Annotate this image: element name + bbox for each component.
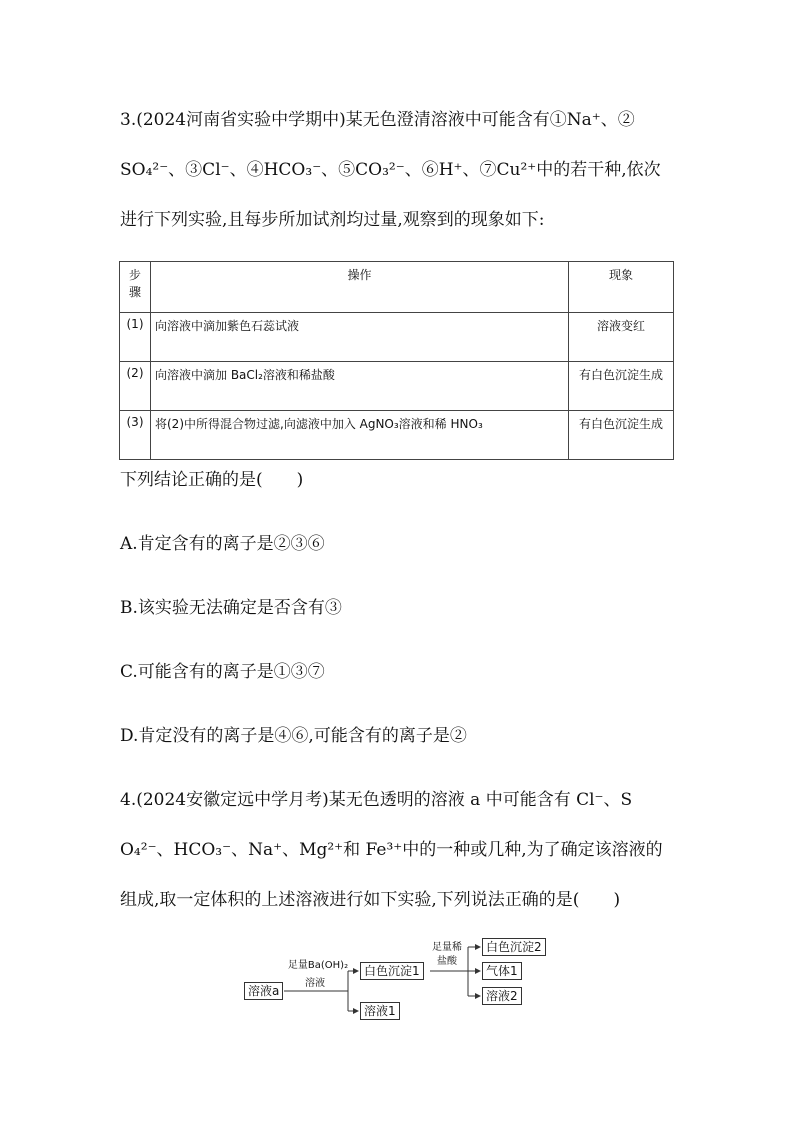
q3-option-b[interactable]: B.该实验无法确定是否含有③ — [120, 598, 342, 618]
q3-stem-line-3: 进行下列实验,且每步所加试剂均过量,观察到的现象如下: — [120, 210, 545, 230]
box-solution-2: 溶液2 — [482, 987, 522, 1005]
row1-step: (1) — [120, 313, 151, 362]
experiment-table — [119, 261, 674, 460]
row2-step: (2) — [120, 362, 151, 411]
row3-operation: 将(2)中所得混合物过滤,向滤液中加入 AgNO₃溶液和稀 HNO₃ — [151, 411, 569, 460]
box-solution-1: 溶液1 — [360, 1002, 400, 1020]
q3-conclusion-prompt: 下列结论正确的是( ) — [120, 470, 304, 490]
row1-phenomenon: 溶液变红 — [569, 313, 674, 362]
box-white-precipitate-1: 白色沉淀1 — [360, 962, 424, 980]
header-step: 步骤 — [120, 262, 151, 313]
q4-stem-line-1: 4.(2024安徽定远中学月考)某无色透明的溶液 a 中可能含有 Cl⁻、S — [120, 790, 633, 810]
label-reagent1-top: 足量Ba(OH)₂ — [287, 960, 349, 971]
header-operation: 操作 — [151, 262, 569, 313]
box-solution-a: 溶液a — [244, 982, 283, 1000]
experiment-flowchart — [244, 938, 564, 1022]
label-reagent2-top: 足量稀 — [432, 942, 462, 953]
header-phenomenon: 现象 — [569, 262, 674, 313]
label-reagent2-bottom: 盐酸 — [437, 956, 457, 967]
table-row — [120, 411, 674, 460]
table-row — [120, 313, 674, 362]
q3-option-a[interactable]: A.肯定含有的离子是②③⑥ — [120, 534, 325, 554]
table-header-row — [120, 262, 674, 313]
row3-phenomenon: 有白色沉淀生成 — [569, 411, 674, 460]
q3-option-c[interactable]: C.可能含有的离子是①③⑦ — [120, 662, 325, 682]
row3-step: (3) — [120, 411, 151, 460]
row1-operation: 向溶液中滴加紫色石蕊试液 — [151, 313, 569, 362]
row2-phenomenon: 有白色沉淀生成 — [569, 362, 674, 411]
q3-stem-line-1: 3.(2024河南省实验中学期中)某无色澄清溶液中可能含有①Na⁺、② — [120, 110, 635, 130]
q4-stem-line-3: 组成,取一定体积的上述溶液进行如下实验,下列说法正确的是( ) — [120, 890, 621, 910]
row2-operation: 向溶液中滴加 BaCl₂溶液和稀盐酸 — [151, 362, 569, 411]
box-white-precipitate-2: 白色沉淀2 — [482, 938, 546, 956]
label-reagent1-bottom: 溶液 — [305, 978, 325, 989]
q3-option-d[interactable]: D.肯定没有的离子是④⑥,可能含有的离子是② — [120, 726, 467, 746]
q4-stem-line-2: O₄²⁻、HCO₃⁻、Na⁺、Mg²⁺和 Fe³⁺中的一种或几种,为了确定该溶液的 — [120, 840, 663, 860]
box-gas-1: 气体1 — [482, 962, 522, 980]
q3-stem-line-2: SO₄²⁻、③Cl⁻、④HCO₃⁻、⑤CO₃²⁻、⑥H⁺、⑦Cu²⁺中的若干种,依次 — [120, 160, 661, 180]
table-row — [120, 362, 674, 411]
